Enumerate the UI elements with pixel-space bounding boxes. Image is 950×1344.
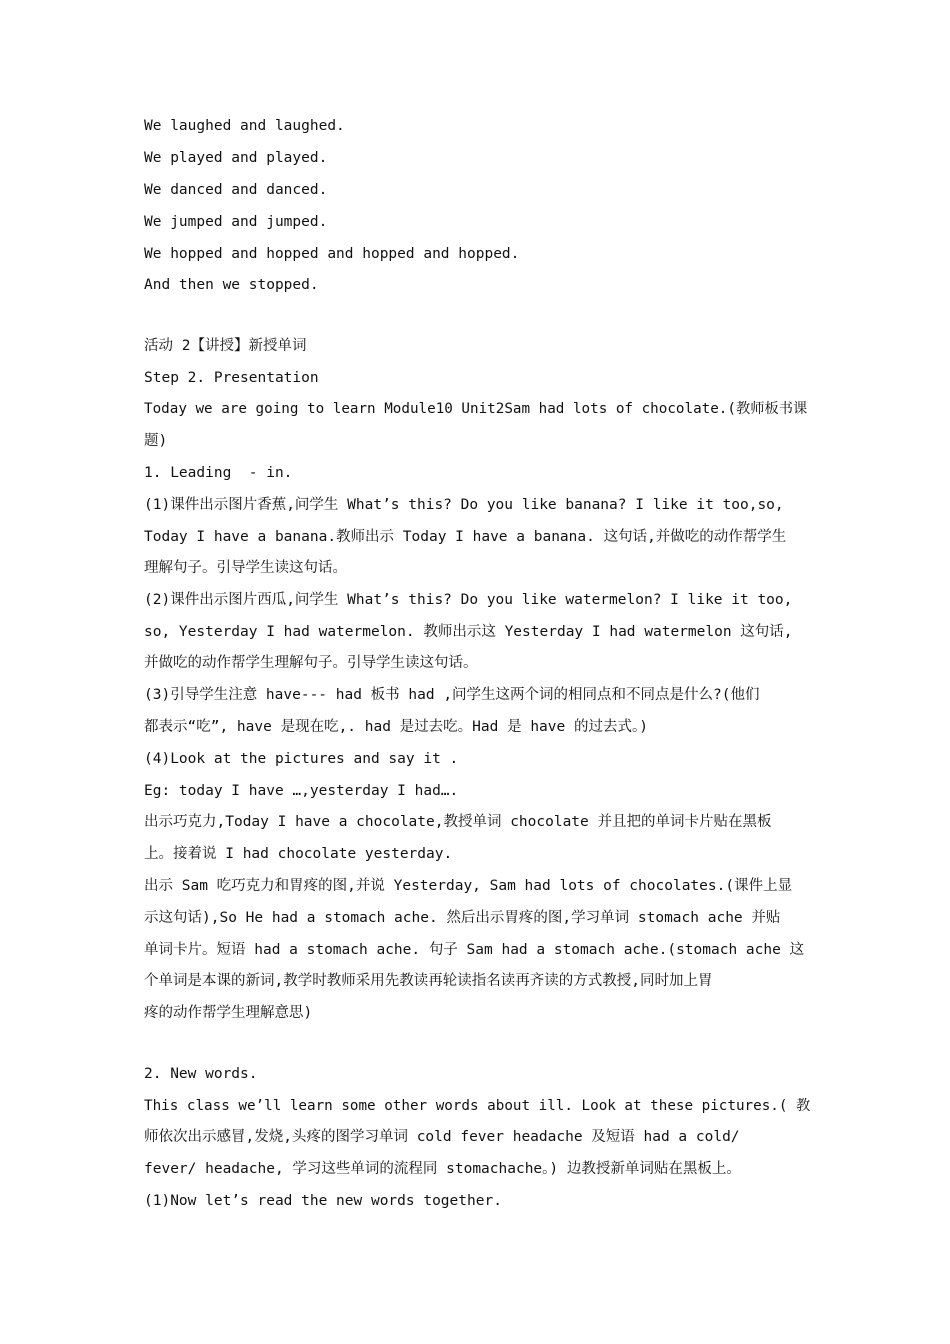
poem-line: We jumped and jumped. xyxy=(144,214,328,230)
paragraph-line: This class we’ll learn some other words about ill. Look at these pictures.( 教 xyxy=(144,1098,811,1114)
new-words-heading: 2. New words. xyxy=(144,1066,258,1082)
paragraph-line: so, Yesterday I had watermelon. 教师出示这 Yesterday I had watermelon 这句话, xyxy=(144,624,793,640)
poem-line: We hopped and hopped and hopped and hopped. xyxy=(144,246,520,262)
paragraph-line: 示这句话),So He had a stomach ache. 然后出示胃疼的图,学习单词 stomach ache 并贴 xyxy=(144,910,781,926)
paragraph-line: fever/ headache, 学习这些单词的流程同 stomachache。) 边教授新单词贴在黑板上。 xyxy=(144,1161,741,1177)
activity-heading: 活动 2【讲授】新授单词 xyxy=(144,338,307,354)
paragraph-line: 单词卡片。短语 had a stomach ache. 句子 Sam had a stomach ache.(stomach ache 这 xyxy=(144,942,805,958)
paragraph-line: 理解句子。引导学生读这句话。 xyxy=(144,560,347,576)
paragraph-line: 疼的动作帮学生理解意思) xyxy=(144,1005,313,1021)
paragraph-line: (1)课件出示图片香蕉,问学生 What’s this? Do you like banana? I like it too,so, xyxy=(144,497,784,513)
poem-line: We laughed and laughed. xyxy=(144,118,345,134)
poem-line: We played and played. xyxy=(144,150,328,166)
paragraph-line: 个单词是本课的新词,教学时教师采用先教读再轮读指名读再齐读的方式教授,同时加上胃 xyxy=(144,973,713,989)
leading-in-heading: 1. Leading - in. xyxy=(144,465,293,481)
paragraph-line: 出示 Sam 吃巧克力和胃疼的图,并说 Yesterday, Sam had lots of chocolates.(课件上显 xyxy=(144,878,793,894)
poem-line: And then we stopped. xyxy=(144,277,319,293)
paragraph-line: 都表示“吃”, have 是现在吃,. had 是过去吃。Had 是 have 的过去式。) xyxy=(144,719,648,735)
paragraph-line: (1)Now let’s read the new words together. xyxy=(144,1193,502,1209)
step-heading: Step 2. Presentation xyxy=(144,370,319,386)
paragraph-line: (2)课件出示图片西瓜,问学生 What’s this? Do you like watermelon? I like it too, xyxy=(144,592,793,608)
poem-line: We danced and danced. xyxy=(144,182,328,198)
paragraph-line: 并做吃的动作帮学生理解句子。引导学生读这句话。 xyxy=(144,655,478,671)
intro-line: Today we are going to learn Module10 Unit2Sam had lots of chocolate.(教师板书课 xyxy=(144,401,808,417)
paragraph-line: 师依次出示感冒,发烧,头疼的图学习单词 cold fever headache 及短语 had a cold/ xyxy=(144,1129,740,1145)
paragraph-line: Today I have a banana.教师出示 Today I have a banana. 这句话,并做吃的动作帮学生 xyxy=(144,529,787,545)
paragraph-line: (4)Look at the pictures and say it . xyxy=(144,751,459,767)
paragraph-line: (3)引导学生注意 have--- had 板书 had ,问学生这两个词的相同点和不同点是什么?(他们 xyxy=(144,687,760,703)
paragraph-line: 出示巧克力,Today I have a chocolate,教授单词 chocolate 并且把的单词卡片贴在黑板 xyxy=(144,814,772,830)
paragraph-line: 上。接着说 I had chocolate yesterday. xyxy=(144,846,453,862)
intro-line: 题) xyxy=(144,433,168,449)
example-line: Eg: today I have …,yesterday I had…. xyxy=(144,783,459,799)
